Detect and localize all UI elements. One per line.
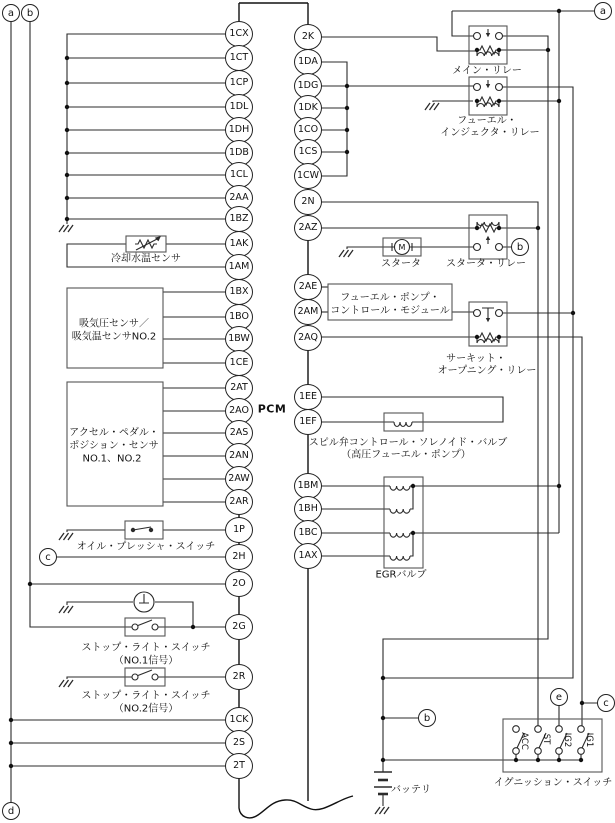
connector-b-starter-relay: b	[511, 238, 529, 256]
connector-a-top-right: a	[594, 2, 612, 20]
battery-label: バッテリ	[391, 784, 431, 796]
pcm-pin-1BZ: 1BZ	[225, 206, 253, 232]
pcm-pin-1P: 1P	[225, 517, 253, 543]
connector-e-ignition: e	[550, 688, 568, 706]
main-relay-label: メイン・リレー	[452, 65, 522, 77]
ignition-terminal-ig1: IG1	[584, 732, 594, 748]
starter-label: スタータ	[381, 258, 421, 270]
pcm-pin-2T: 2T	[225, 753, 253, 779]
pcm-pin-2AN: 2AN	[225, 443, 253, 469]
spill-valve-coil-icon	[394, 422, 412, 427]
pcm-pin-2AS: 2AS	[225, 420, 253, 446]
pcm-pin-1DL: 1DL	[225, 94, 253, 120]
pcm-pin-1DG: 1DG	[294, 73, 322, 99]
stop-light-switch2-label-2: （NO.2信号）	[113, 703, 179, 715]
pcm-pin-2O: 2O	[225, 571, 253, 597]
pcm-pin-2G: 2G	[225, 614, 253, 640]
egr-valve-label: EGRバルブ	[375, 569, 427, 581]
circuit-opening-relay-label-1: サーキット・	[446, 353, 506, 365]
intake-sensor-label-1: 吸気圧センサ／	[79, 318, 149, 330]
ground-icon	[59, 606, 73, 613]
pcm-pin-1CK: 1CK	[225, 707, 253, 733]
thermistor-icon	[135, 236, 161, 250]
pcm-pin-2AZ: 2AZ	[294, 215, 322, 241]
pcm-pin-2AT: 2AT	[225, 375, 253, 401]
connector-d-bottom-left: d	[2, 802, 20, 820]
pcm-pin-1DB: 1DB	[225, 140, 253, 166]
pcm-pin-1DA: 1DA	[294, 49, 322, 75]
pcm-pin-1AX: 1AX	[294, 543, 322, 569]
ignition-terminal-ig2: IG2	[562, 732, 572, 748]
circuit-opening-relay-label-2: オープニング・リレー	[437, 365, 537, 377]
ground-icon	[59, 533, 73, 540]
pcm-pin-1BW: 1BW	[225, 326, 253, 352]
pcm-pin-1CE: 1CE	[225, 350, 253, 376]
pcm-pin-2K: 2K	[294, 24, 322, 50]
fuel-pump-module-label-1: フューエル・ポンプ・	[340, 292, 440, 304]
ground-icon	[339, 250, 353, 257]
starter-relay-label: スタータ・リレー	[446, 258, 526, 270]
intake-sensor-label-2: 吸気温センサNO.2	[71, 331, 157, 343]
stop-light-switch1-label-2: （NO.1信号）	[113, 655, 179, 667]
pcm-pin-1CO: 1CO	[294, 117, 322, 143]
spill-valve-label-1: スピル弁コントロール・ソレノイド・バルブ	[308, 437, 508, 449]
pcm-pin-1EE: 1EE	[294, 384, 322, 410]
connector-b-battery: b	[418, 709, 436, 727]
pcm-pin-1CX: 1CX	[225, 21, 253, 47]
stop-light-switch2-label-1: ストップ・ライト・スイッチ	[81, 690, 211, 702]
pcm-pin-2R: 2R	[225, 664, 253, 690]
spill-valve-label-2: （高圧フューエル・ポンプ）	[341, 449, 471, 461]
pcm-pin-2AQ: 2AQ	[294, 325, 322, 351]
fuel-injector-relay-label-2: インジェクタ・リレー	[440, 127, 540, 139]
pcm-pin-1AK: 1AK	[225, 231, 253, 257]
pcm-pin-2AR: 2AR	[225, 489, 253, 515]
pcm-pin-2AO: 2AO	[225, 398, 253, 424]
ignition-switch-label: イグニッション・スイッチ	[493, 777, 613, 789]
ignition-terminal-acc: ACC	[519, 732, 529, 750]
pcm-pin-1CP: 1CP	[225, 70, 253, 96]
pcm-pin-1BM: 1BM	[294, 473, 322, 499]
oil-pressure-switch-box	[125, 521, 163, 539]
ground-icon	[59, 680, 73, 687]
ground-icon	[375, 807, 389, 814]
pcm-pin-2AM: 2AM	[294, 299, 322, 325]
ignition-terminal-st: ST	[541, 733, 551, 745]
pcm-pin-2AE: 2AE	[294, 274, 322, 300]
oil-pressure-switch-label: オイル・プレッシャ・スイッチ	[76, 541, 216, 553]
connector-c-left: c	[39, 548, 57, 566]
egr-coil-icons	[390, 486, 410, 560]
egr-valve-box	[384, 477, 423, 568]
ground-icon	[425, 103, 439, 110]
battery-icon	[374, 772, 392, 794]
pcm-pin-2S: 2S	[225, 730, 253, 756]
connector-a-top-left: a	[2, 4, 20, 22]
pcm-pin-2AA: 2AA	[225, 185, 253, 211]
pcm-pin-1CL: 1CL	[225, 162, 253, 188]
pcm-pin-1CS: 1CS	[294, 139, 322, 165]
pcm-pin-2N: 2N	[294, 189, 322, 215]
stop-light-switch1-label-1: ストップ・ライト・スイッチ	[81, 642, 211, 654]
pcm-pin-1CT: 1CT	[225, 45, 253, 71]
accel-sensor-label-1: アクセル・ペダル・	[69, 427, 159, 439]
coolant-temp-sensor-label: 冷却水温センサ	[111, 253, 181, 265]
stop-light-switch1-icon	[132, 620, 158, 630]
pcm-pin-1EF: 1EF	[294, 409, 322, 435]
pcm-label: PCM	[257, 402, 287, 416]
pcm-pin-1BC: 1BC	[294, 520, 322, 546]
connector-b-top-left: b	[21, 4, 39, 22]
pcm-pin-1DH: 1DH	[225, 117, 253, 143]
connector-c-ignition: c	[597, 694, 615, 712]
fuel-pump-module-label-2: コントロール・モジュール	[330, 305, 450, 317]
pcm-pin-1CW: 1CW	[294, 163, 322, 189]
pcm-pin-1BH: 1BH	[294, 496, 322, 522]
pcm-pin-1BO: 1BO	[225, 304, 253, 330]
accel-sensor-label-3: NO.1、NO.2	[82, 453, 142, 465]
ground-icon	[59, 225, 73, 232]
pcm-pin-1AM: 1AM	[225, 254, 253, 280]
stop-light-lamp-icon	[134, 592, 154, 612]
fuel-injector-relay-label-1: フューエル・	[457, 115, 517, 127]
accel-sensor-label-2: ポジション・センサ	[69, 440, 159, 452]
stop-light-switch2-icon	[132, 670, 158, 680]
pcm-pin-1DK: 1DK	[294, 95, 322, 121]
oil-pressure-switch-icon	[131, 527, 153, 532]
motor-m-glyph: M	[398, 243, 406, 252]
pcm-pin-2H: 2H	[225, 544, 253, 570]
pcm-pin-2AW: 2AW	[225, 466, 253, 492]
pcm-pin-1BX: 1BX	[225, 279, 253, 305]
